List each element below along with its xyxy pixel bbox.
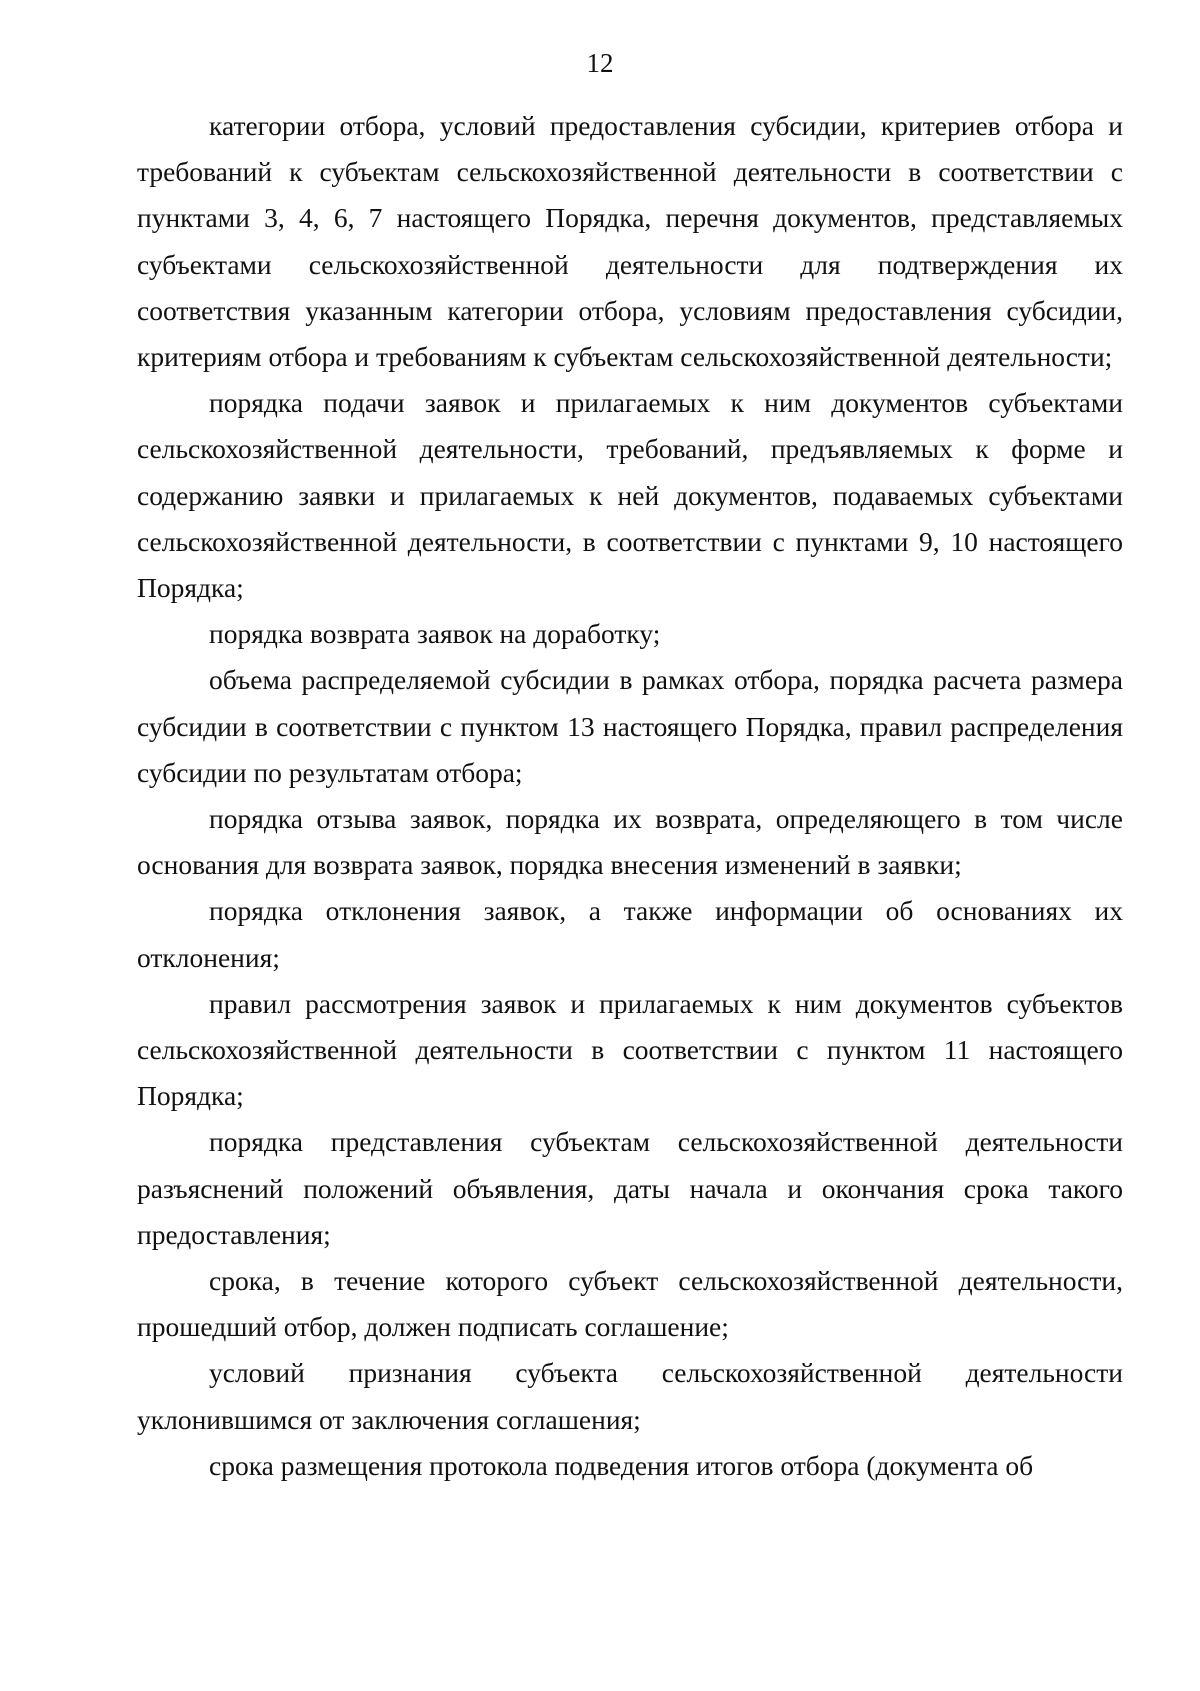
paragraph-application-submission: порядка подачи заявок и прилагаемых к ним документов субъектами сельскохозяйственной деятельности, требований, предъявляемых к форме и содержанию заявки и прилагаемых к ней документов, подаваемых субъектами сельскохозяйственной деятельности, в соответствии с пунктами 9, 10 настоящего Порядка; [137, 387, 1123, 604]
paragraph-clarifications: порядка представления субъектам сельскохозяйственной деятельности разъяснений положений объявления, даты начала и окончания срока такого предоставления; [137, 1126, 1123, 1250]
paragraph-evasion-conditions: условий признания субъекта сельскохозяйственной деятельности уклонившимся от заключения соглашения; [137, 1357, 1123, 1435]
paragraph-review-rules: правил рассмотрения заявок и прилагаемых к ним документов субъектов сельскохозяйственной деятельности в соответствии с пунктом 11 настоящего Порядка; [137, 987, 1123, 1112]
paragraph-subsidy-volume: объема распределяемой субсидии в рамках отбора, порядка расчета размера субсидии в соответствии с пунктом 13 настоящего Порядка, правил распределения субсидии по результатам отбора; [137, 664, 1123, 788]
paragraph-selection-category: категории отбора, условий предоставления субсидии, критериев отбора и требований к субъектам сельскохозяйственной деятельности в соответствии с пунктами 3, 4, 6, 7 настоящего Порядка, перечня документов, представляемых субъектами сельскохозяйственной деятельности для подтверждения их соответствия указанным категории отбора, условиям предоставления субсидии, критериям отбора и требованиям к субъектам сельскохозяйственной деятельности; [137, 110, 1123, 373]
paragraph-agreement-deadline: срока, в течение которого субъект сельскохозяйственной деятельности, прошедший отбор, должен подписать соглашение; [137, 1265, 1123, 1343]
paragraph-protocol-deadline: срока размещения протокола подведения итогов отбора (документа об [209, 1449, 1034, 1481]
page-number: 12 [586, 48, 614, 78]
paragraph-application-rejection: порядка отклонения заявок, а также информации об основаниях их отклонения; [137, 895, 1123, 973]
paragraph-application-withdrawal: порядка отзыва заявок, порядка их возврата, определяющего в том числе основания для возврата заявок, порядка внесения изменений в заявки; [137, 803, 1123, 881]
document-body [137, 103, 1123, 1489]
paragraph-application-return: порядка возврата заявок на доработку; [209, 618, 661, 650]
